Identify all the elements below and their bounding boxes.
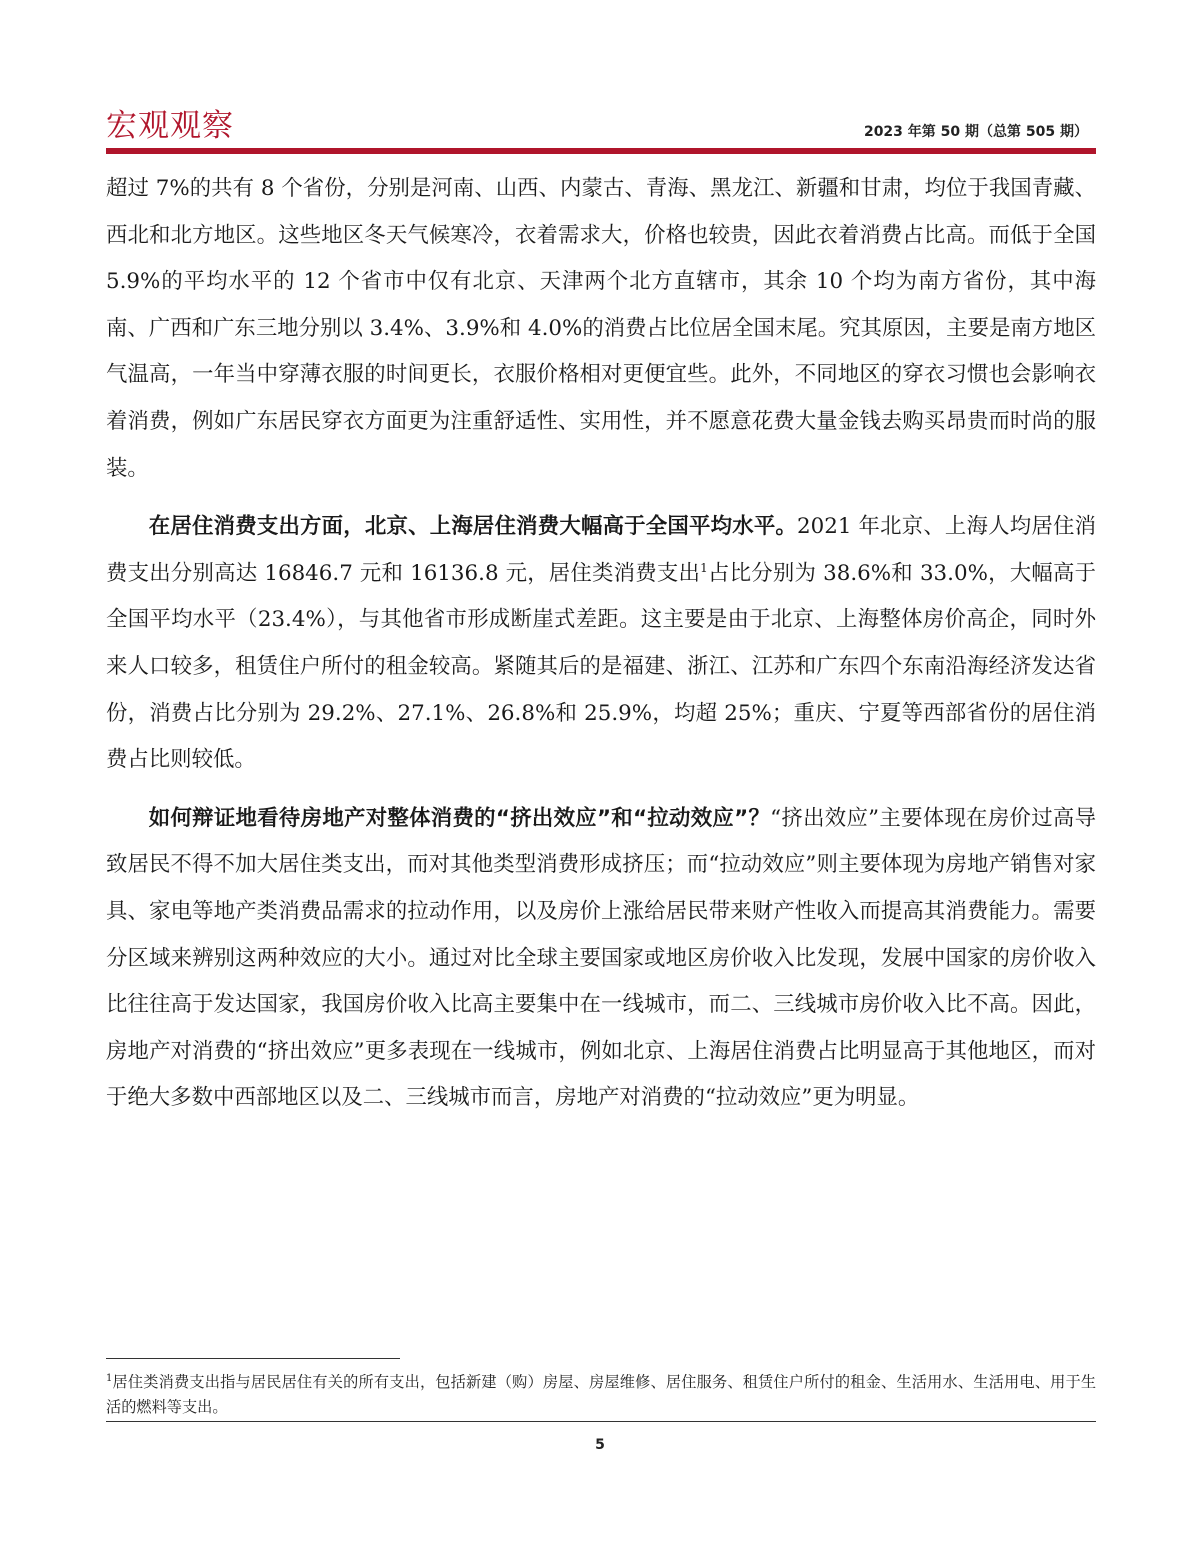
page-header (106, 106, 1096, 150)
paragraph-housing-text-b: 占比分别为 38.6%和 33.0%，大幅高于全国平均水平（23.4%），与其他省市形成断崖式差距。这主要是由于北京、上海整体房价高企，同时外来人口较多，租赁住户所付的租金较高。紧随其后的是福建、浙江、江苏和广东四个东南沿海经济发达省份，消费占比分别为 29.2%、27.1%、26.8%和 25.9%，均超 25%；重庆、宁夏等西部省份的居住消费占比则较低。 (106, 560, 1096, 773)
footnote-reference[interactable]: 1 (700, 560, 708, 575)
footnote-mark: 1 (106, 1372, 113, 1384)
paragraph-housing (106, 504, 1096, 784)
paragraph-real-estate-effects (106, 796, 1096, 1122)
footnote (106, 1370, 1096, 1420)
paragraph-clothing: 超过 7%的共有 8 个省份，分别是河南、山西、内蒙古、青海、黑龙江、新疆和甘肃，均位于我国青藏、西北和北方地区。这些地区冬天气候寒冷，衣着需求大，价格也较贵，因此衣着消费占比高。而低于全国 5.9%的平均水平的 12 个省市中仅有北京、天津两个北方直辖市，其余 10 个均为南方省份，其中海南、广西和广东三地分别以 3.4%、3.9%和 4.0%的消费占比位居全国末尾。究其原因，主要是南方地区气温高，一年当中穿薄衣服的时间更长，衣服价格相对更便宜些。此外，不同地区的穿衣习惯也会影响衣着消费，例如广东居民穿衣方面更为注重舒适性、实用性，并不愿意花费大量金钱去购买昂贵而时尚的服装。 (106, 176, 1096, 481)
page-number: 5 (595, 1437, 605, 1453)
footnote-text: 居住类消费支出指与居民居住有关的所有支出，包括新建（购）房屋、房屋维修、居住服务、租赁住户所付的租金、生活用水、生活用电、用于生活的燃料等支出。 (106, 1373, 1096, 1416)
paragraph-housing-text-a: 2021 年北京、上海人均居住消费支出分别高达 16846.7 元和 16136.8 元，居住类消费支出 (106, 514, 1096, 586)
footnote-divider (106, 1358, 400, 1359)
paragraph-housing-lead: 在居住消费支出方面，北京、上海居住消费大幅高于全国平均水平。 (148, 514, 798, 540)
paragraph-real-estate-lead: 如何辩证地看待房地产对整体消费的“挤出效应”和“拉动效应”？ (148, 805, 771, 831)
paragraph-real-estate-text: “挤出效应”主要体现在房价过高导致居民不得不加大居住类支出，而对其他类型消费形成挤压；而“拉动效应”则主要体现为房地产销售对家具、家电等地产类消费品需求的拉动作用，以及房价上涨给居民带来财产性收入而提高其消费能力。需要分区域来辨别这两种效应的大小。通过对比全球主要国家或地区房价收入比发现，发展中国家的房价收入比往往高于发达国家，我国房价收入比高主要集中在一线城市，而二、三线城市房价收入比不高。因此，房地产对消费的“挤出效应”更多表现在一线城市，例如北京、上海居住消费占比明显高于其他地区，而对于绝大多数中西部地区以及二、三线城市而言，房地产对消费的“拉动效应”更为明显。 (106, 805, 1096, 1111)
body-text (106, 166, 1096, 1134)
issue-number: 2023 年第 50 期（总第 505 期） (863, 124, 1088, 140)
footer-divider (106, 1421, 1096, 1422)
header-divider (106, 148, 1096, 154)
publication-title: 宏观观察 (106, 108, 234, 144)
